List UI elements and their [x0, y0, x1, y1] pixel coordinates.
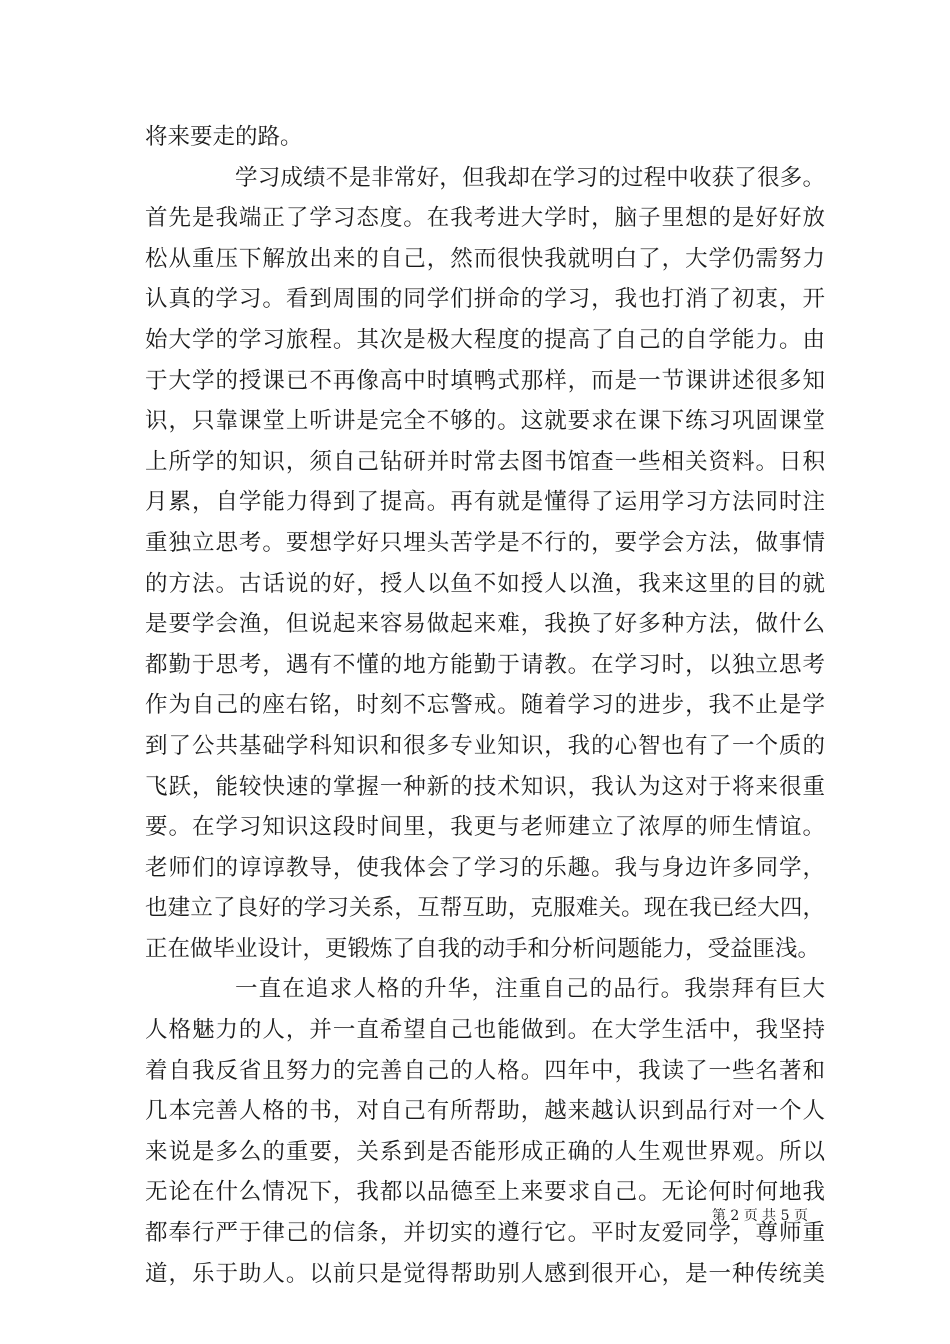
text-line: 无论在什么情况下，我都以品德至上来要求自己。无论何时何地我: [145, 1179, 825, 1206]
text-line: 重独立思考。要想学好只埋头苦学是不行的，要学会方法，做事情: [145, 529, 825, 556]
text-line: 老师们的谆谆教导，使我体会了学习的乐趣。我与身边许多同学，: [145, 854, 825, 881]
text-line: 一直在追求人格的升华，注重自己的品行。我崇拜有巨大: [235, 976, 825, 1003]
text-line: 识，只靠课堂上听讲是完全不够的。这就要求在课下练习巩固课堂: [145, 408, 825, 435]
text-line: 要。在学习知识这段时间里，我更与老师建立了浓厚的师生情谊。: [145, 814, 825, 841]
text-line: 认真的学习。看到周围的同学们拼命的学习，我也打消了初衷，开: [145, 286, 825, 313]
document-body: [145, 117, 825, 1294]
text-line: 松从重压下解放出来的自己，然而很快我就明白了，大学仍需努力: [145, 245, 825, 272]
text-line: 都勤于思考，遇有不懂的地方能勤于请教。在学习时，以独立思考: [145, 651, 825, 678]
text-line: 也建立了良好的学习关系，互帮互助，克服难关。现在我已经大四，: [145, 895, 825, 922]
text-line: 是要学会渔，但说起来容易做起来难，我换了好多种方法，做什么: [145, 611, 825, 638]
text-line: 将来要走的路。: [145, 124, 303, 150]
text-line: 始大学的学习旅程。其次是极大程度的提高了自己的自学能力。由: [145, 326, 825, 353]
text-line: 来说是多么的重要，关系到是否能形成正确的人生观世界观。所以: [145, 1138, 825, 1165]
text-line: 几本完善人格的书，对自己有所帮助，越来越认识到品行对一个人: [145, 1098, 825, 1125]
text-line: 都奉行严于律己的信条，并切实的遵行它。平时友爱同学，尊师重: [145, 1220, 825, 1247]
text-line: 于大学的授课已不再像高中时填鸭式那样，而是一节课讲述很多知: [145, 367, 825, 394]
text-line: 人格魅力的人，并一直希望自己也能做到。在大学生活中，我坚持: [145, 1017, 825, 1044]
text-line: 正在做毕业设计，更锻炼了自我的动手和分析问题能力，受益匪浅。: [145, 935, 821, 962]
text-line: 到了公共基础学科知识和很多专业知识，我的心智也有了一个质的: [145, 732, 825, 759]
text-line: 的方法。古话说的好，授人以鱼不如授人以渔，我来这里的目的就: [145, 570, 825, 597]
text-line: 飞跃，能较快速的掌握一种新的技术知识，我认为这对于将来很重: [145, 773, 825, 800]
text-line: 道，乐于助人。以前只是觉得帮助别人感到很开心，是一种传统美: [145, 1260, 825, 1287]
text-line: 作为自己的座右铭，时刻不忘警戒。随着学习的进步，我不止是学: [145, 692, 825, 719]
text-line: 月累，自学能力得到了提高。再有就是懂得了运用学习方法同时注: [145, 489, 825, 516]
text-line: 着自我反省且努力的完善自己的人格。四年中，我读了一些名著和: [145, 1057, 825, 1084]
text-line: 上所学的知识，须自己钻研并时常去图书馆查一些相关资料。日积: [145, 448, 825, 475]
text-line: 学习成绩不是非常好，但我却在学习的过程中收获了很多。: [235, 164, 825, 191]
text-line: 首先是我端正了学习态度。在我考进大学时，脑子里想的是好好放: [145, 205, 825, 232]
page-number-footer: 第 2 页 共 5 页: [711, 1208, 808, 1224]
